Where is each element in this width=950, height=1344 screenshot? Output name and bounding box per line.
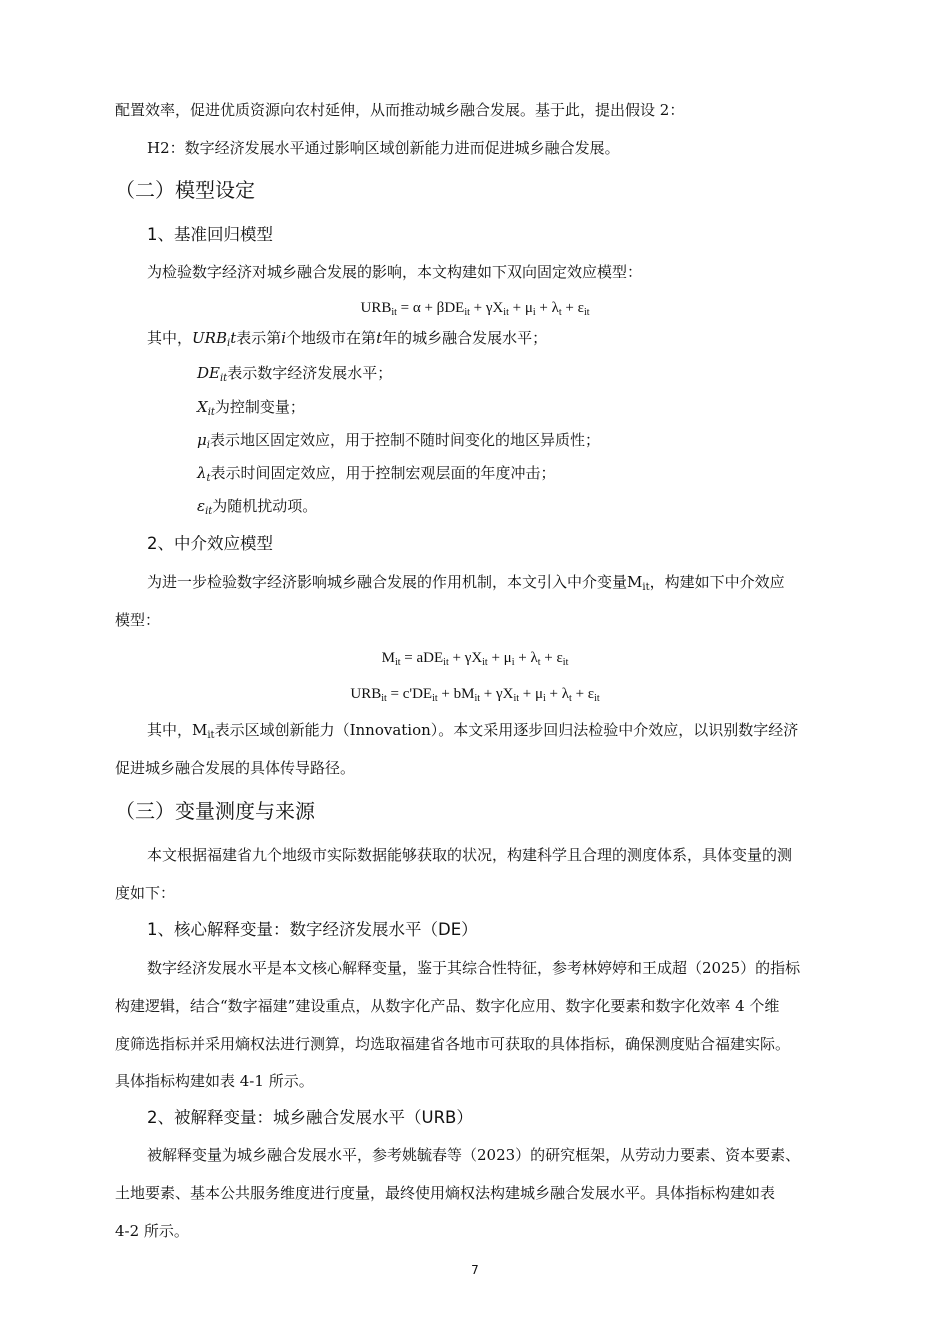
- paragraph-line: 为进一步检验数字经济影响城乡融合发展的作用机制，本文引入中介变量$M_{it}$，构建如下中介效应: [147, 573, 785, 593]
- paragraph-line: 具体指标构建如表 4-1 所示。: [115, 1072, 314, 1090]
- paragraph-line: 度筛选指标并采用熵权法进行测算，均选取福建省各地市可获取的具体指标，确保测度贴合福建实际。: [115, 1035, 791, 1053]
- subheading-core-variable: 1、核心解释变量：数字经济发展水平（DE）: [147, 920, 478, 939]
- definition-mu: $\mu_i$表示地区固定效应，用于控制不随时间变化的地区异质性；: [197, 431, 600, 451]
- equation-baseline: $URB_{it} = \alpha + \beta DE_{it} + \gamma X_{it} + \mu_i + \lambda_t + \varepsilon_{it}$: [360, 300, 590, 318]
- section-heading-model: （二）模型设定: [115, 178, 255, 202]
- equation-outcome: $URB_{it} = c'DE_{it} + bM_{it} + \gamma X_{it} + \mu_i + \lambda_t + \varepsilon_{it}$: [350, 686, 600, 704]
- definition-x: $X_{it}$为控制变量；: [197, 398, 305, 418]
- definition-urb: 其中，$URB_it$表示第i个地级市在第t年的城乡融合发展水平；: [147, 329, 548, 349]
- paragraph-line: 土地要素、基本公共服务维度进行度量，最终使用熵权法构建城乡融合发展水平。具体指标构建如表: [115, 1184, 776, 1202]
- subheading-mediation: 2、中介效应模型: [147, 534, 273, 553]
- paragraph-line: 配置效率，促进优质资源向农村延伸，从而推动城乡融合发展。基于此，提出假设 2：: [115, 101, 685, 119]
- paragraph-line: 模型：: [115, 611, 161, 629]
- paragraph-line: 度如下：: [115, 884, 176, 902]
- subheading-baseline: 1、基准回归模型: [147, 225, 273, 244]
- hypothesis-h2: H2：数字经济发展水平通过影响区域创新能力进而促进城乡融合发展。: [147, 139, 620, 157]
- paragraph-line: 数字经济发展水平是本文核心解释变量，鉴于其综合性特征，参考林婷婷和王成超（2025）的指标: [147, 959, 801, 977]
- paragraph-line: 构建逻辑，结合“数字福建”建设重点，从数字化产品、数字化应用、数字化要素和数字化效率 4 个维: [115, 997, 780, 1015]
- definition-de: $DE_{it}$表示数字经济发展水平；: [197, 364, 393, 384]
- paragraph-line: 其中，$M_{it}$表示区域创新能力（Innovation）。本文采用逐步回归法检验中介效应，以识别数字经济: [147, 721, 799, 741]
- paragraph-line: 为检验数字经济对城乡融合发展的影响，本文构建如下双向固定效应模型：: [147, 263, 643, 281]
- paragraph-line: 被解释变量为城乡融合发展水平，参考姚毓春等（2023）的研究框架，从劳动力要素、资本要素、: [147, 1146, 801, 1164]
- subheading-dependent-variable: 2、被解释变量：城乡融合发展水平（URB）: [147, 1108, 473, 1127]
- definition-epsilon: $\varepsilon_{it}$为随机扰动项。: [197, 497, 318, 517]
- definition-lambda: $\lambda_t$表示时间固定效应，用于控制宏观层面的年度冲击；: [197, 464, 556, 484]
- paragraph-line: 促进城乡融合发展的具体传导路径。: [115, 759, 356, 777]
- section-heading-variables: （三）变量测度与来源: [115, 799, 315, 823]
- paragraph-line: 4-2 所示。: [115, 1222, 189, 1240]
- paragraph-line: 本文根据福建省九个地级市实际数据能够获取的状况，构建科学且合理的测度体系，具体变量的测: [147, 846, 793, 864]
- page-number: 7: [471, 1263, 479, 1277]
- equation-mediator: $M_{it} = aDE_{it} + \gamma X_{it} + \mu_i + \lambda_t + \varepsilon_{it}$: [381, 650, 569, 668]
